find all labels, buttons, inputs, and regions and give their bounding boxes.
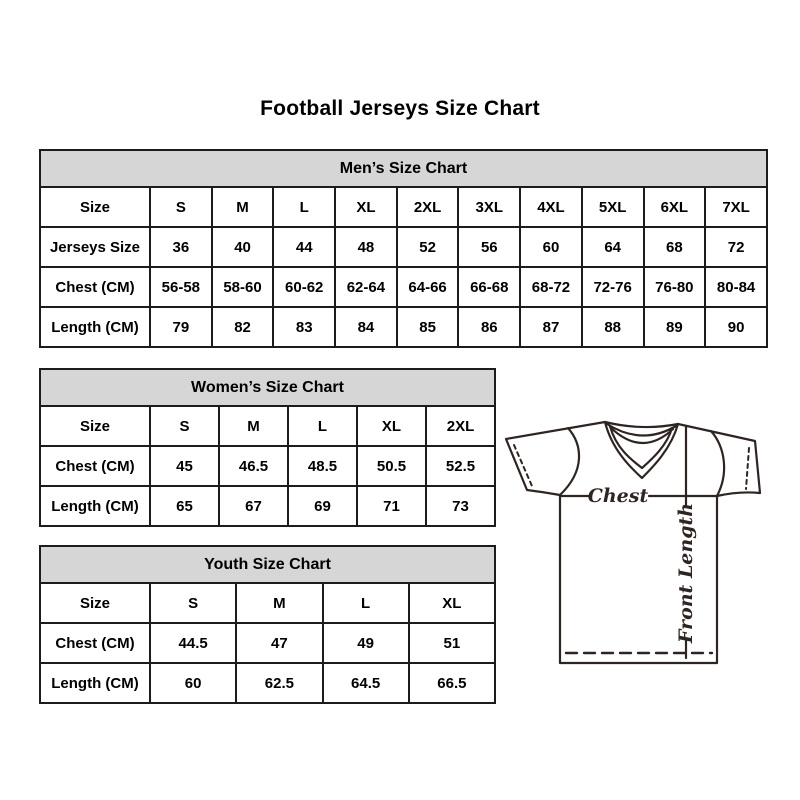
table-cell: 52: [397, 227, 459, 267]
table-cell: 52.5: [426, 446, 495, 486]
table-cell: 64-66: [397, 267, 459, 307]
table-cell: 69: [288, 486, 357, 526]
table-cell: 56: [458, 227, 520, 267]
table-cell: 85: [397, 307, 459, 347]
table-cell: 5XL: [582, 187, 644, 227]
mens-size-table: [39, 149, 768, 348]
jersey-left-armhole: [560, 428, 579, 495]
table-cell: 68: [644, 227, 706, 267]
table-cell: 2XL: [426, 406, 495, 446]
table-cell: L: [323, 583, 409, 623]
table-cell: 7XL: [705, 187, 767, 227]
youth-size-table: [39, 545, 496, 704]
table-cell: 67: [219, 486, 288, 526]
row-label: Size: [40, 187, 150, 227]
table-cell: XL: [335, 187, 397, 227]
table-cell: XL: [357, 406, 426, 446]
table-cell: 51: [409, 623, 495, 663]
table-cell: 66.5: [409, 663, 495, 703]
row-label: Chest (CM): [40, 623, 150, 663]
row-label: Size: [40, 583, 150, 623]
table-cell: 4XL: [520, 187, 582, 227]
table-cell: 49: [323, 623, 409, 663]
table-cell: 46.5: [219, 446, 288, 486]
table-row: [40, 446, 495, 486]
table-cell: M: [236, 583, 322, 623]
table-cell: 73: [426, 486, 495, 526]
table-cell: 72: [705, 227, 767, 267]
table-cell: 44: [273, 227, 335, 267]
table-cell: 87: [520, 307, 582, 347]
row-label: Size: [40, 406, 150, 446]
table-row: [40, 486, 495, 526]
table-cell: L: [273, 187, 335, 227]
table-cell: 80-84: [705, 267, 767, 307]
table-cell: 58-60: [212, 267, 274, 307]
table-cell: 50.5: [357, 446, 426, 486]
table-cell: 2XL: [397, 187, 459, 227]
table-cell: 47: [236, 623, 322, 663]
table-cell: 60: [150, 663, 236, 703]
table-cell: S: [150, 187, 212, 227]
table-cell: 60: [520, 227, 582, 267]
table-cell: M: [212, 187, 274, 227]
table-cell: 68-72: [520, 267, 582, 307]
page-title: Football Jerseys Size Chart: [260, 97, 540, 120]
row-label: Chest (CM): [40, 446, 150, 486]
womens-size-table: [39, 368, 496, 527]
table-row: [40, 663, 495, 703]
table-cell: S: [150, 406, 219, 446]
table-cell: 72-76: [582, 267, 644, 307]
table-cell: 82: [212, 307, 274, 347]
table-row: [40, 307, 767, 347]
table-cell: 44.5: [150, 623, 236, 663]
table-cell: 48.5: [288, 446, 357, 486]
table-cell: 3XL: [458, 187, 520, 227]
table-cell: 76-80: [644, 267, 706, 307]
table-cell: XL: [409, 583, 495, 623]
right-cuff-dashed-line: [746, 448, 749, 489]
table-cell: 86: [458, 307, 520, 347]
table-cell: 56-58: [150, 267, 212, 307]
jersey-v-neck-collar: [605, 422, 678, 478]
table-row: [40, 623, 495, 663]
table-row: [40, 583, 495, 623]
table-cell: 83: [273, 307, 335, 347]
table-cell: 40: [212, 227, 274, 267]
table-cell: 84: [335, 307, 397, 347]
youth-table-title: Youth Size Chart: [40, 546, 495, 583]
table-cell: 6XL: [644, 187, 706, 227]
table-row: [40, 406, 495, 446]
table-cell: L: [288, 406, 357, 446]
row-label: Length (CM): [40, 663, 150, 703]
table-row: [40, 267, 767, 307]
table-cell: S: [150, 583, 236, 623]
table-row: [40, 227, 767, 267]
front-length-label: Front Length: [675, 502, 697, 644]
row-label: Chest (CM): [40, 267, 150, 307]
table-cell: 88: [582, 307, 644, 347]
table-cell: 36: [150, 227, 212, 267]
table-header-row: [40, 369, 495, 406]
table-cell: 89: [644, 307, 706, 347]
table-cell: 45: [150, 446, 219, 486]
table-cell: 62-64: [335, 267, 397, 307]
row-label: Jerseys Size: [40, 227, 150, 267]
table-cell: 62.5: [236, 663, 322, 703]
table-header-row: [40, 150, 767, 187]
table-cell: 79: [150, 307, 212, 347]
table-row: [40, 187, 767, 227]
table-cell: 60-62: [273, 267, 335, 307]
chest-label: Chest: [587, 485, 649, 507]
table-header-row: [40, 546, 495, 583]
table-cell: 48: [335, 227, 397, 267]
row-label: Length (CM): [40, 486, 150, 526]
row-label: Length (CM): [40, 307, 150, 347]
jersey-right-armhole: [711, 431, 724, 496]
table-cell: 64: [582, 227, 644, 267]
table-cell: 90: [705, 307, 767, 347]
table-cell: 71: [357, 486, 426, 526]
womens-table-title: Women’s Size Chart: [40, 369, 495, 406]
table-cell: 65: [150, 486, 219, 526]
table-cell: M: [219, 406, 288, 446]
table-cell: 64.5: [323, 663, 409, 703]
table-cell: 66-68: [458, 267, 520, 307]
mens-table-title: Men’s Size Chart: [40, 150, 767, 187]
jersey-measurement-diagram: [503, 402, 765, 666]
